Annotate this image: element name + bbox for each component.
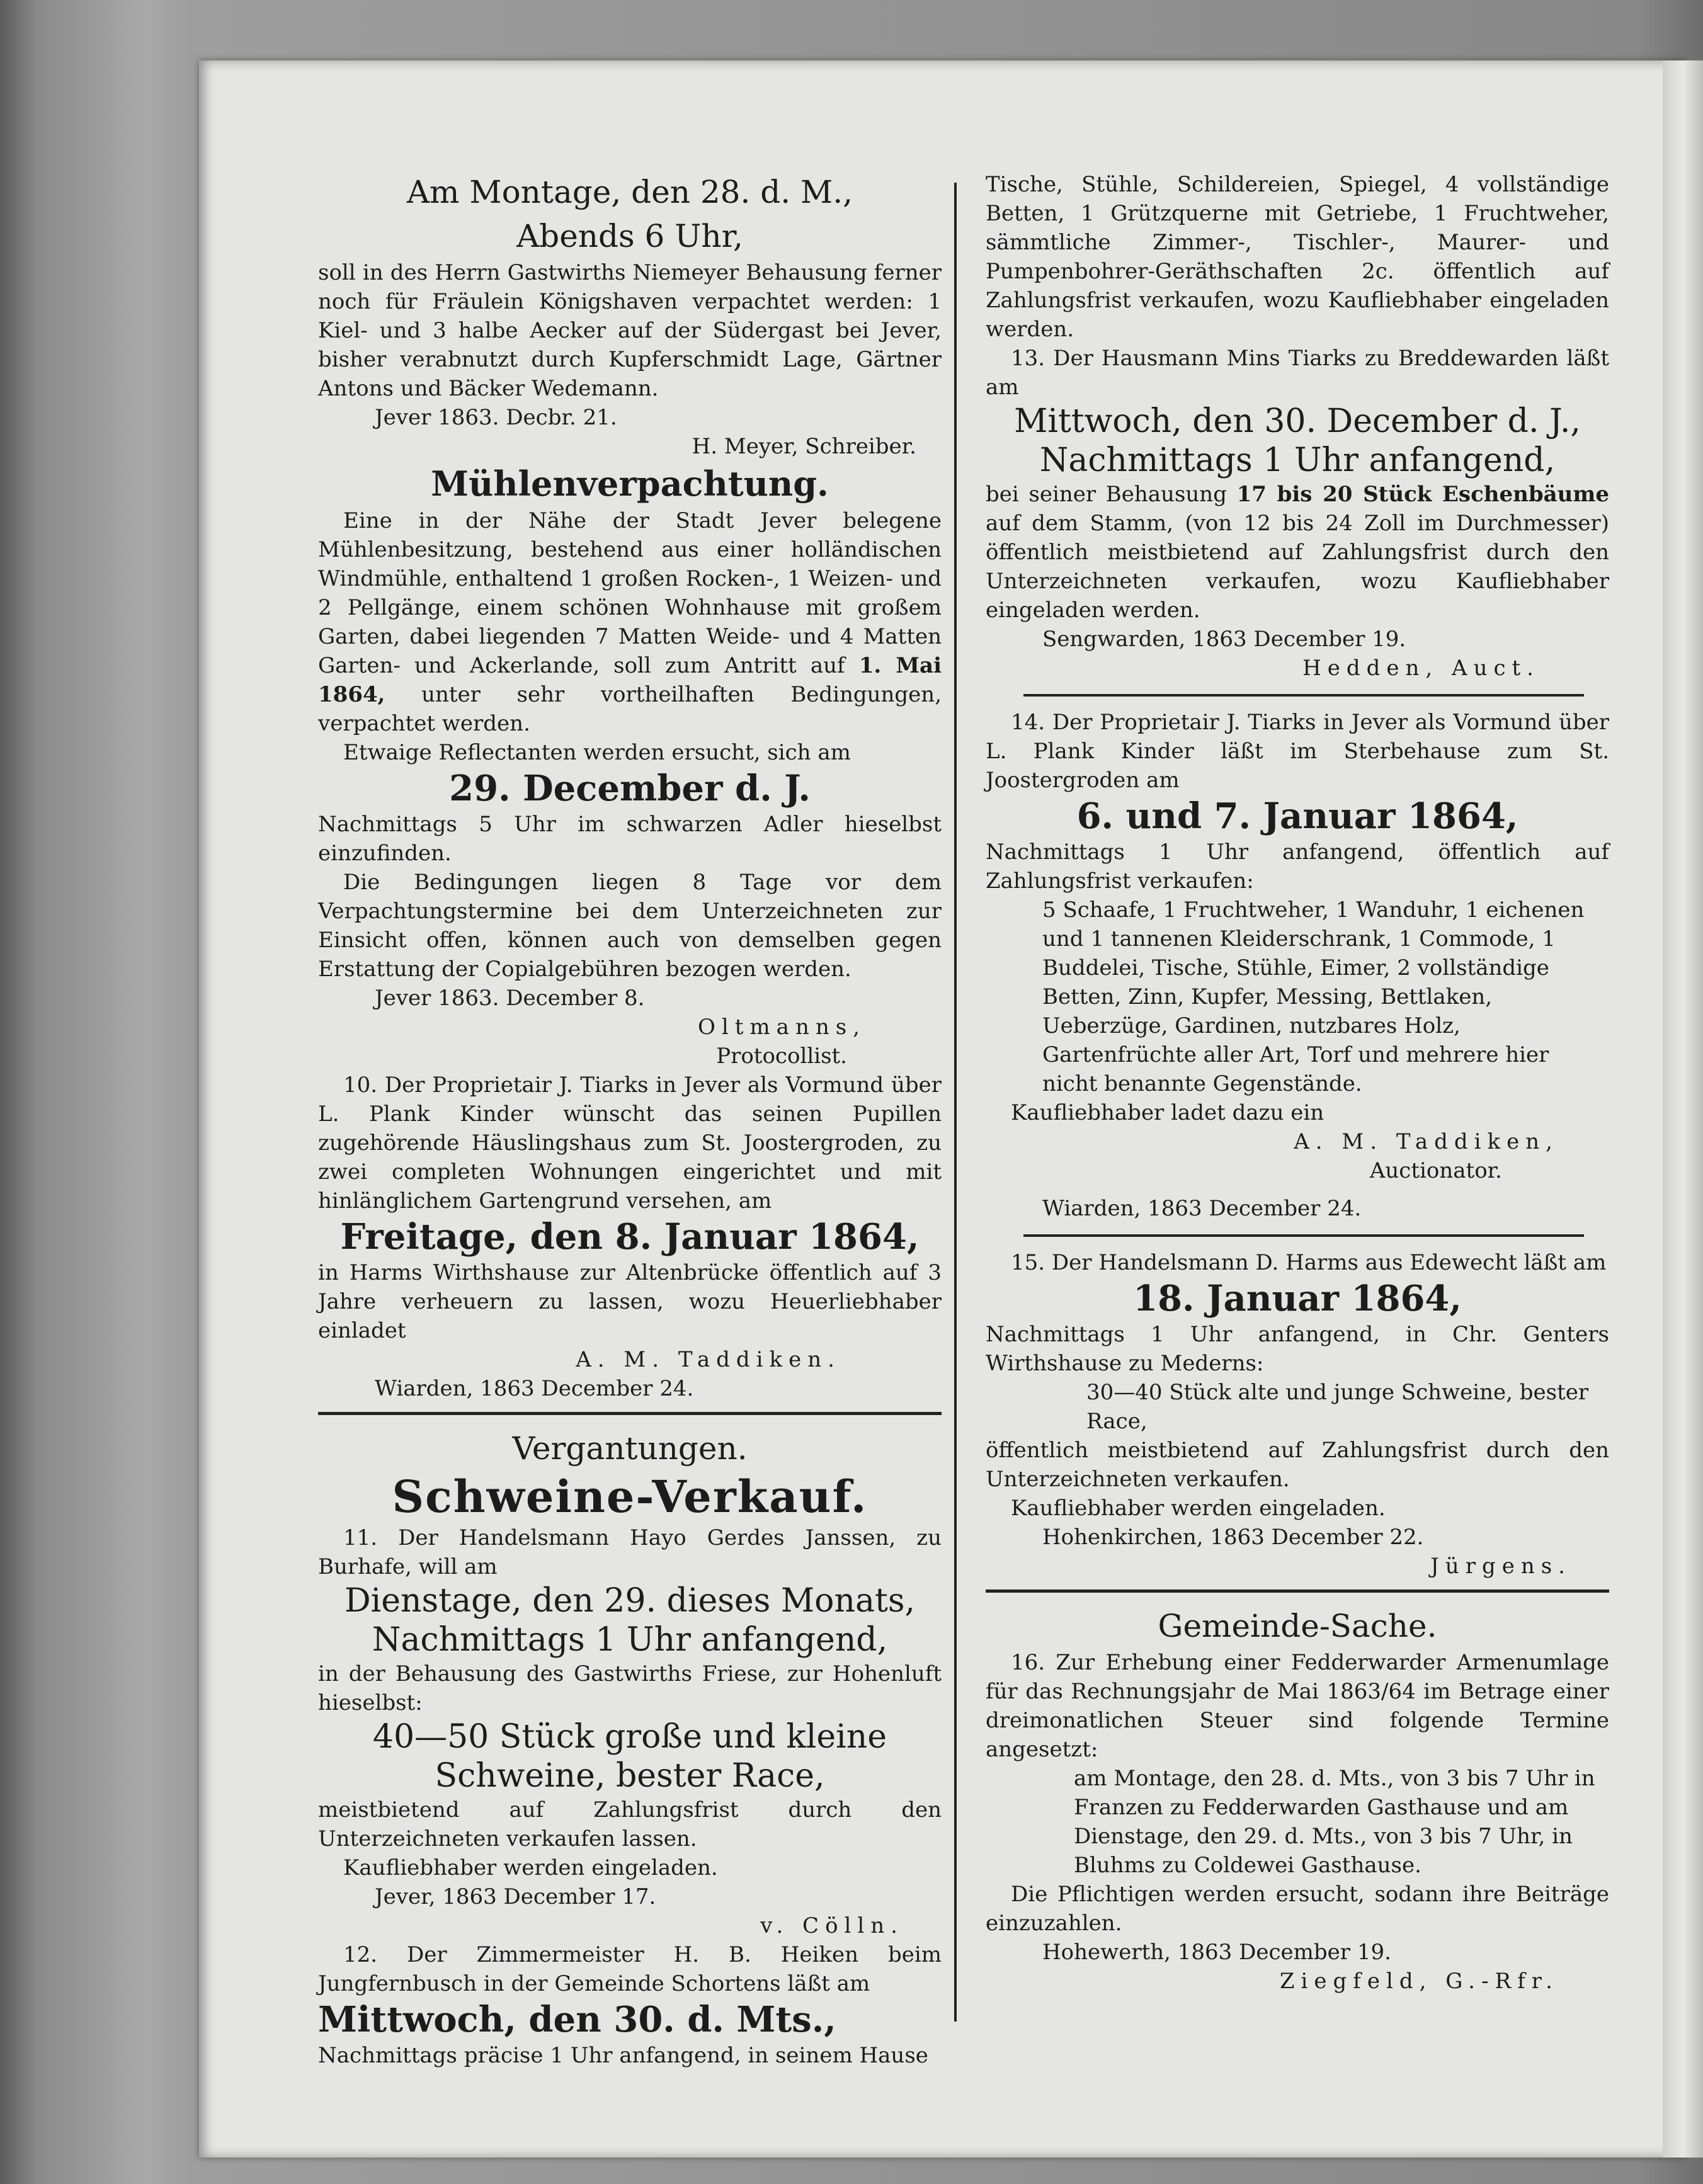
notice-11 bbox=[318, 1523, 942, 1940]
notice-big-date: Mittwoch, den 30. d. Mts., bbox=[318, 1999, 836, 2040]
notice-body: 15. Der Handelsmann D. Harms aus Edewecht läßt am bbox=[1011, 1250, 1607, 1275]
notice-15 bbox=[986, 1248, 1609, 1581]
notice-body: 12. Der Zimmermeister H. B. Heiken beim Jungfernbusch in der Gemeinde Schortens läßt am bbox=[318, 1942, 942, 1996]
notice-text: bei seiner Behausung bbox=[986, 482, 1227, 507]
notice-place-date: Hohewerth, 1863 December 19. bbox=[1042, 1940, 1391, 1965]
notice-big-line: Schweine, bester Race, bbox=[435, 1757, 825, 1795]
notice-signature: A. M. Taddiken. bbox=[576, 1347, 841, 1372]
section-title: Gemeinde-Sache. bbox=[1158, 1608, 1437, 1644]
notice-body: Nachmittags 1 Uhr anfangend, öffentlich auf Zahlungsfrist verkaufen: bbox=[986, 839, 1609, 894]
notice-body: Die Pflichtigen werden ersucht, sodann ihre Beiträge einzuzahlen. bbox=[986, 1882, 1609, 1936]
section-rule bbox=[986, 1590, 1609, 1593]
notice-place-date: Hohenkirchen, 1863 December 22. bbox=[1042, 1525, 1424, 1550]
page-edge bbox=[1663, 60, 1703, 2158]
notice-place-date: Jever 1863. December 8. bbox=[375, 986, 645, 1011]
notice-place-date: Wiarden, 1863 December 24. bbox=[1042, 1196, 1362, 1221]
section-title: Vergantungen. bbox=[512, 1430, 748, 1467]
notice-big-line: Nachmittags 1 Uhr anfangend, bbox=[1039, 441, 1556, 479]
notice-body: öffentlich meistbietend auf Zahlungsfrist durch den Unterzeichneten verkaufen. bbox=[986, 1438, 1609, 1492]
notice-body: Kaufliebhaber ladet dazu ein bbox=[1011, 1100, 1324, 1125]
notice-schedule: am Montage, den 28. d. Mts., von 3 bis 7 Uhr in Franzen zu Fedderwarden Gasthause und am Dienstage, den 29. d. Mts., von 3 bis 7 Uhr, in Bluhms zu Coldewei Gasthause. bbox=[1074, 1766, 1595, 1878]
notice-text: unter sehr vortheilhaften Bedingungen, verpachtet werden. bbox=[318, 682, 942, 736]
notice-body: Nachmittags präcise 1 Uhr anfangend, in seinem Hause bbox=[318, 2043, 928, 2068]
notice-title: Schweine-Verkauf. bbox=[392, 1470, 868, 1523]
notice-heading: Am Montage, den 28. d. M., bbox=[406, 174, 853, 210]
notice-big-line: 40—50 Stück große und kleine bbox=[372, 1718, 887, 1756]
notice-signature: Jürgens. bbox=[1430, 1554, 1571, 1579]
notice-body: Tische, Stühle, Schildereien, Spiegel, 4 vollständige Betten, 1 Grützquerne mit Getriebe, 1 Fruchtweher, sämmtliche Zimmer-, Tischler-, Maurer- und Pumpenbohrer-Geräthschaften 2c. öffentlich auf Zahlungsfrist verkaufen, wozu Kaufliebhaber eingeladen werden. bbox=[986, 172, 1609, 342]
notice-land-lease bbox=[318, 170, 942, 461]
notice-big-line: Mittwoch, den 30. December d. J., bbox=[1014, 402, 1581, 440]
notice-body: 16. Zur Erhebung einer Fedderwarder Armenumlage für das Rechnungsjahr de Mai 1863/64 im Betrage einer dreimonatlichen Steuer sind folgende Termine angesetzt: bbox=[986, 1650, 1609, 1762]
notice-12 bbox=[318, 1940, 942, 2070]
notice-body: in Harms Wirthshause zur Altenbrücke öffentlich auf 3 Jahre verheuern zu lassen, wozu Heuerliebhaber einladet bbox=[318, 1260, 942, 1343]
notice-item-list: 30—40 Stück alte und junge Schweine, bester Race, bbox=[1086, 1380, 1589, 1434]
notice-16 bbox=[986, 1648, 1609, 1996]
notice-body: Nachmittags 1 Uhr anfangend, in Chr. Genters Wirthshause zu Mederns: bbox=[986, 1322, 1609, 1376]
notice-13 bbox=[986, 344, 1609, 683]
section-rule bbox=[318, 1412, 942, 1415]
notice-bold-text: 17 bis 20 Stück Eschenbäume bbox=[1236, 482, 1609, 507]
section-rule bbox=[1023, 1234, 1584, 1237]
notice-signature-title: Protocollist. bbox=[716, 1044, 847, 1069]
notice-body bbox=[318, 506, 942, 738]
left-column bbox=[318, 170, 942, 2070]
notice-date: 1. Mai 1864, bbox=[318, 653, 942, 707]
notice-signature: H. Meyer, Schreiber. bbox=[692, 434, 916, 459]
notice-place-date: Jever, 1863 December 17. bbox=[375, 1884, 656, 1909]
notice-body bbox=[986, 480, 1609, 625]
notice-big-date: 29. December d. J. bbox=[449, 768, 811, 809]
notice-text: Eine in der Nähe der Stadt Jever belegene Mühlenbesitzung, bestehend aus einer holländischen Windmühle, enthaltend 1 großen Rocken-, 1 Weizen- und 2 Pellgänge, einem schönen Wohnhause mit großem Garten, dabei liegenden 7 Matten Weide- und 4 Matten Garten- und Ackerlande, soll zum Antritt auf bbox=[318, 508, 942, 678]
notice-big-line: Dienstage, den 29. dieses Monats, bbox=[344, 1582, 916, 1620]
notice-body: in der Behausung des Gastwirths Friese, zur Hohenluft hieselbst: bbox=[318, 1661, 942, 1715]
notice-big-date: Freitage, den 8. Januar 1864, bbox=[340, 1216, 920, 1258]
right-column bbox=[986, 170, 1609, 1996]
notice-body: 13. Der Hausmann Mins Tiarks zu Breddewarden läßt am bbox=[986, 346, 1609, 400]
notice-place-date: Sengwarden, 1863 December 19. bbox=[1042, 627, 1406, 652]
notice-signature: v. Cölln. bbox=[760, 1913, 904, 1938]
notice-place-date: Wiarden, 1863 December 24. bbox=[375, 1376, 694, 1401]
notice-text: auf dem Stamm, (von 12 bis 24 Zoll im Durchmesser) öffentlich meistbietend auf Zahlungsfrist durch den Unterzeichneten verkaufen, wozu Kaufliebhaber eingeladen werden. bbox=[986, 511, 1609, 623]
notice-body: soll in des Herrn Gastwirths Niemeyer Behausung ferner noch für Fräulein Königshaven verpachtet werden: 1 Kiel- und 3 halbe Aecker auf der Südergast bei Jever, bisher verabnutzt durch Kupferschmidt Lage, Gärtner Antons und Bäcker Wedemann. bbox=[318, 260, 942, 401]
notice-heading: Abends 6 Uhr, bbox=[516, 218, 743, 254]
notice-10 bbox=[318, 1071, 942, 1403]
notice-body: 10. Der Proprietair J. Tiarks in Jever als Vormund über L. Plank Kinder wünscht das seinen Pupillen zugehörende Häuslingshaus zum St. Joostergroden, zu zwei completen Wohnungen eingerichtet und mit hinlänglichem Gartengrund versehen, am bbox=[318, 1072, 942, 1214]
notice-signature-title: Auctionator. bbox=[1369, 1158, 1502, 1183]
notice-item-list: 5 Schaafe, 1 Fruchtweher, 1 Wanduhr, 1 eichenen und 1 tannenen Kleiderschrank, 1 Commode, 1 Buddelei, Tische, Stühle, Eimer, 2 vollständige Betten, Zinn, Kupfer, Messing, Bettlaken, Ueberzüge, Gardinen, nutzbares Holz, Gartenfrüchte aller Art, Torf und mehrere hier nicht benannte Gegenstände. bbox=[1042, 897, 1585, 1096]
notice-signature: Oltmanns, bbox=[698, 1015, 866, 1040]
section-rule bbox=[1023, 694, 1584, 697]
notice-place-date: Jever 1863. Decbr. 21. bbox=[375, 405, 617, 430]
notice-14 bbox=[986, 708, 1609, 1223]
notice-big-date: 6. und 7. Januar 1864, bbox=[1076, 795, 1518, 837]
notice-body: 11. Der Handelsmann Hayo Gerdes Janssen, zu Burhafe, will am bbox=[318, 1525, 942, 1579]
notice-body: Kaufliebhaber werden eingeladen. bbox=[343, 1855, 718, 1880]
notice-body: Etwaige Reflectanten werden ersucht, sich am bbox=[343, 740, 851, 765]
notice-big-line: Nachmittags 1 Uhr anfangend, bbox=[372, 1621, 888, 1659]
notice-title: Mühlenverpachtung. bbox=[431, 464, 829, 504]
column-divider bbox=[954, 183, 957, 2022]
notice-body: Nachmittags 5 Uhr im schwarzen Adler hieselbst einzufinden. bbox=[318, 812, 942, 866]
notice-signature: Hedden, Auct. bbox=[1302, 656, 1540, 681]
notice-body: Kaufliebhaber werden eingeladen. bbox=[1011, 1496, 1386, 1521]
notice-body: Die Bedingungen liegen 8 Tage vor dem Verpachtungstermine bei dem Unterzeichneten zur Einsicht offen, können auch von demselben gegen Erstattung der Copialgebühren bezogen werden. bbox=[318, 870, 942, 982]
notice-big-date: 18. Januar 1864, bbox=[1133, 1278, 1462, 1319]
notice-body: meistbietend auf Zahlungsfrist durch den Unterzeichneten verkaufen lassen. bbox=[318, 1797, 942, 1851]
notice-signature: A. M. Taddiken, bbox=[1294, 1129, 1559, 1154]
notice-signature: Ziegfeld, G.-Rfr. bbox=[1279, 1969, 1559, 1994]
notice-body: 14. Der Proprietair J. Tiarks in Jever als Vormund über L. Plank Kinder läßt im Sterbehause zum St. Joostergroden am bbox=[986, 710, 1609, 793]
notice-mill-lease bbox=[318, 461, 942, 1071]
notice-12-continued bbox=[986, 170, 1609, 344]
